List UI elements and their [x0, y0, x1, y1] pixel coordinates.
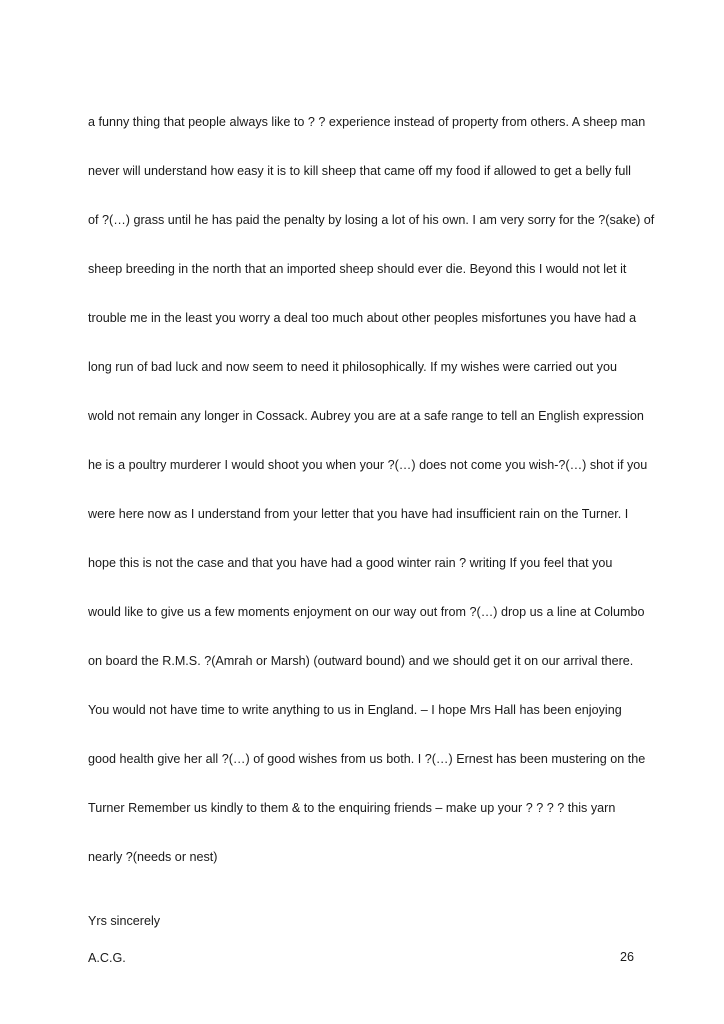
body-line: long run of bad luck and now seem to need it philosophically. If my wishes were carried out you: [88, 359, 617, 374]
letter-content: [88, 85, 655, 968]
body-line: would like to give us a few moments enjoyment on our way out from ?(…) drop us a line at Columbo: [88, 604, 645, 619]
body-line: never will understand how easy it is to kill sheep that came off my food if allowed to get a belly full: [88, 163, 631, 178]
body-line: trouble me in the least you worry a deal too much about other peoples misfortunes you have had a: [88, 310, 637, 325]
body-line: he is a poultry murderer I would shoot you when your ?(…) does not come you wish-?(…) shot if you: [88, 457, 648, 472]
page-number: 26: [620, 950, 635, 964]
body-line: were here now as I understand from your letter that you have had insufficient rain on the Turner. I: [88, 506, 629, 521]
body-line: of ?(…) grass until he has paid the penalty by losing a lot of his own. I am very sorry for the ?(sake) of: [88, 212, 655, 227]
letter-body-paragraph: [88, 85, 655, 894]
letter-signature: A.C.G.: [88, 950, 126, 965]
body-line: nearly ?(needs or nest): [88, 849, 218, 864]
body-line: hope this is not the case and that you have had a good winter rain ? writing If you feel that you: [88, 555, 613, 570]
letter-closing: Yrs sincerely: [88, 913, 161, 928]
body-line: wold not remain any longer in Cossack. Aubrey you are at a safe range to tell an English expression: [88, 408, 644, 423]
body-line: good health give her all ?(…) of good wishes from us both. I ?(…) Ernest has been mustering on the: [88, 751, 646, 766]
body-line: sheep breeding in the north that an imported sheep should ever die. Beyond this I would not let it: [88, 261, 627, 276]
body-line: You would not have time to write anything to us in England. – I hope Mrs Hall has been enjoying: [88, 702, 622, 717]
body-line: on board the R.M.S. ?(Amrah or Marsh) (outward bound) and we should get it on our arrival there.: [88, 653, 634, 668]
body-line: a funny thing that people always like to ? ? experience instead of property from others. A sheep man: [88, 114, 646, 129]
body-line: Turner Remember us kindly to them & to the enquiring friends – make up your ? ? ? ? this yarn: [88, 800, 616, 815]
